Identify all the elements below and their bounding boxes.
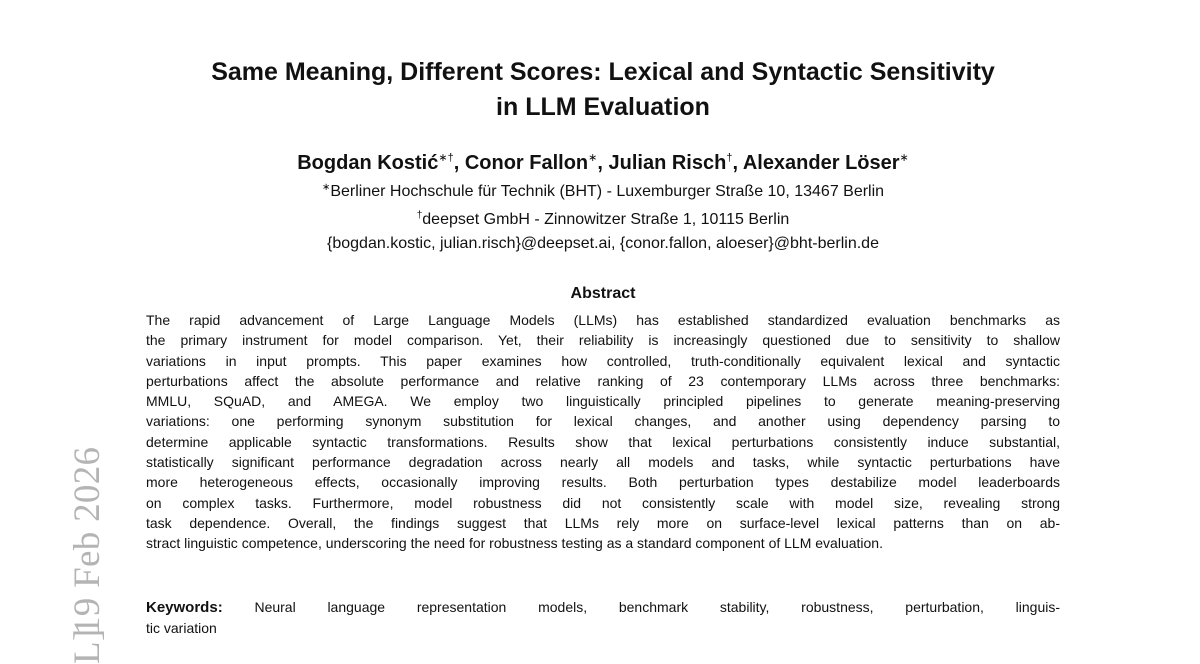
arxiv-margin-stamp-prefix [28, 604, 108, 664]
title-line-1: Same Meaning, Different Scores: Lexical and Syntactic Sensitivity [211, 58, 995, 86]
abstract-line: MMLU, SQuAD, and AMEGA. We employ two linguistically principled pipelines to generate meaning-preserving [146, 393, 1060, 410]
paper-header [146, 55, 1060, 256]
abstract-line: variations: one performing synonym substitution for lexical changes, and another using dependency parsing to [146, 413, 1060, 430]
keywords-line-1 [146, 597, 1060, 618]
author-emails: {bogdan.kostic, julian.risch}@deepset.ai, {conor.fallon, aloeser}@bht-berlin.de [327, 235, 879, 252]
keywords-text: Neural language representation models, benchmark stability, robustness, perturbation, linguis- [254, 599, 1060, 615]
author-list [146, 145, 1060, 176]
abstract-line: more heterogeneous effects, occasionally improving results. Both perturbation types destabilize model leaderboards [146, 474, 1060, 491]
stamp-prefix: L] [67, 628, 108, 664]
keywords-section [146, 597, 1060, 639]
abstract-line: stract linguistic competence, underscoring the need for robustness testing as a standard component of LLM evaluation. [146, 535, 883, 552]
abstract-line: perturbations affect the absolute performance and relative ranking of 23 contemporary LLMs across three benchmarks: [146, 372, 1060, 389]
keywords-label: Keywords: [146, 599, 223, 616]
abstract-line: task dependence. Overall, the findings suggest that LLMs rely more on surface-level lexical patterns than on ab- [146, 514, 1060, 531]
title-line-2: in LLM Evaluation [496, 93, 710, 121]
author-marks: ∗ [899, 152, 909, 164]
author: Julian Risch†, [608, 152, 743, 174]
keywords-line-2: tic variation [146, 620, 217, 637]
arxiv-stamp-text [67, 192, 108, 635]
abstract-line: The rapid advancement of Large Language Models (LLMs) has established standardized evaluation benchmarks as [146, 312, 1060, 328]
affiliation-bht: ∗Berliner Hochschule für Technik (BHT) - Luxemburger Straße 10, 13467 Berlin [321, 182, 885, 200]
stamp-date: 19 Feb 2026 [67, 446, 108, 635]
abstract-line: on complex tasks. Furthermore, model robustness did not consistently scale with model size, revealing strong [146, 494, 1060, 511]
abstract-heading: Abstract [570, 285, 636, 302]
affiliation-mark: ∗ [321, 182, 331, 193]
abstract-line: the primary instrument for model comparison. Yet, their reliability is increasingly questioned due to sensitivity to shallow [146, 332, 1060, 349]
affiliation-mark: † [416, 210, 423, 221]
affiliation-deepset: †deepset GmbH - Zinnowitzer Straße 1, 10115 Berlin [416, 210, 790, 228]
author-marks: † [726, 152, 733, 164]
author: Conor Fallon∗, [464, 152, 609, 174]
author-marks: ∗ [588, 152, 598, 164]
author-marks: ∗† [438, 152, 454, 164]
abstract-body [146, 310, 1060, 554]
author: Bogdan Kostić∗†, [297, 152, 465, 174]
author: Alexander Löser∗ [742, 152, 909, 174]
abstract-line: statistically significant performance degradation across nearly all models and tasks, while syntactic perturbations have [146, 454, 1060, 471]
abstract-line: variations in input prompts. This paper examines how controlled, truth-conditionally equivalent lexical and syntactic [146, 352, 1060, 369]
abstract-line: determine applicable syntactic transformations. Results show that lexical perturbations consistently induce substantial, [146, 433, 1060, 450]
paper-title [146, 55, 1060, 125]
